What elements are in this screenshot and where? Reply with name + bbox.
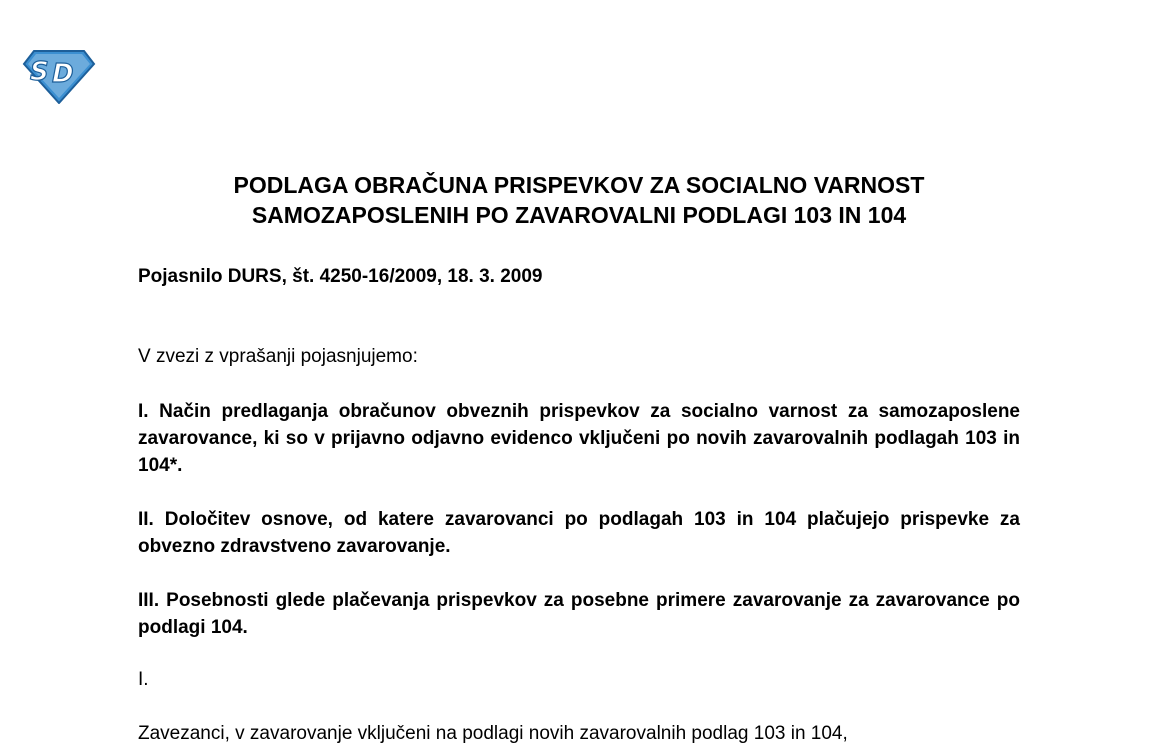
title-line-1: PODLAGA OBRAČUNA PRISPEVKOV ZA SOCIALNO VARNOST	[233, 172, 925, 198]
sd-logo	[22, 48, 96, 104]
svg-text:D: D	[52, 59, 74, 89]
list-item-2: II. Določitev osnove, od katere zavarovanci po podlagah 103 in 104 plačujejo prispevke za obvezno zdravstveno zavarovanje.	[138, 509, 1020, 557]
intro-paragraph: V zvezi z vprašanji pojasnjujemo:	[138, 346, 418, 367]
section-heading: I.	[138, 669, 149, 690]
list-item-1: I. Način predlaganja obračunov obveznih prispevkov za socialno varnost za samozaposlene zavarovance, ki so v prijavno odjavno evidenco vključeni po novih zavarovalnih podlagah 103 in 104*.	[138, 401, 1020, 476]
document-title	[100, 170, 1058, 230]
title-line-2: SAMOZAPOSLENIH PO ZAVAROVALNI PODLAGI 103 IN 104	[251, 202, 907, 228]
sd-diamond-logo-icon	[22, 48, 96, 104]
body-paragraph: Zavezanci, v zavarovanje vključeni na podlagi novih zavarovalnih podlag 103 in 104,	[138, 723, 848, 744]
list-item-3: III. Posebnosti glede plačevanja prispevkov za posebne primere zavarovanje za zavarovance po podlagi 104.	[138, 590, 1020, 638]
document-subtitle: Pojasnilo DURS, št. 4250-16/2009, 18. 3. 2009	[138, 266, 543, 287]
svg-text:S: S	[30, 57, 49, 87]
